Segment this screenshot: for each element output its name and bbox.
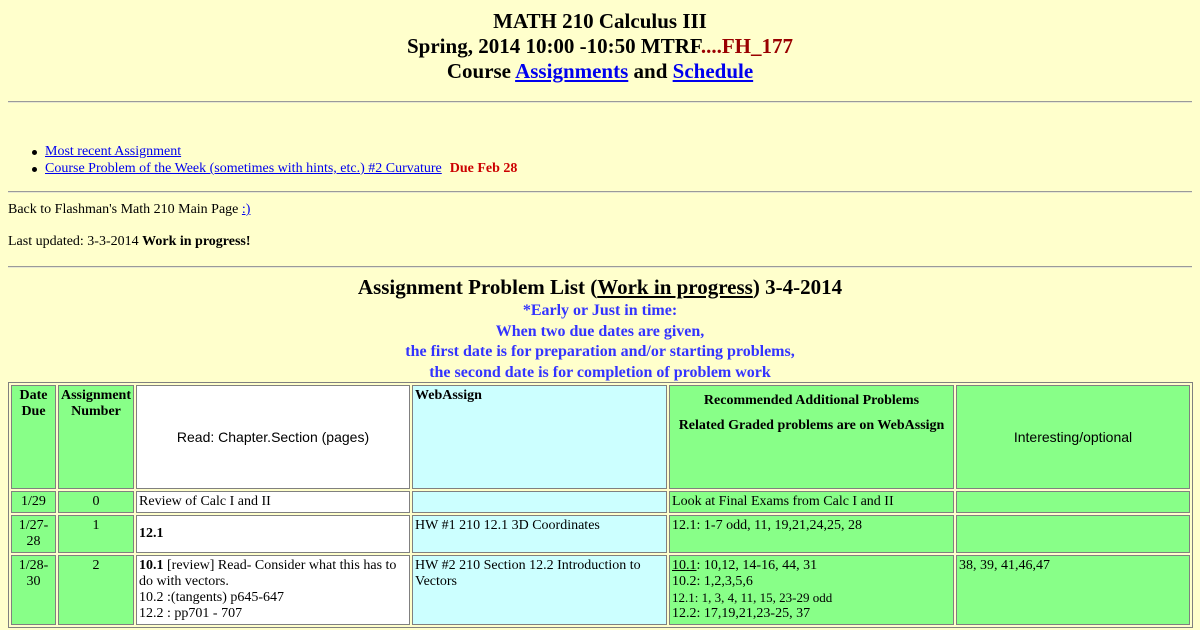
cell-webassign bbox=[412, 491, 667, 513]
list-item bbox=[45, 143, 517, 160]
cell-recommended bbox=[669, 555, 954, 625]
room-text: ....FH_177 bbox=[700, 34, 793, 58]
table-row bbox=[11, 515, 1190, 553]
note-line: When two due dates are given, bbox=[495, 322, 705, 340]
note-line: the second date is for completion of problem work bbox=[429, 363, 771, 381]
cell-number: 1 bbox=[58, 515, 134, 553]
course-links-line bbox=[0, 59, 1200, 84]
updated-text: Last updated: 3-3-2014 bbox=[8, 234, 143, 249]
header-interesting: Interesting/optional bbox=[956, 385, 1190, 489]
cell-recommended: 12.1: 1-7 odd, 11, 19,21,24,25, 28 bbox=[669, 515, 954, 553]
header-rec-line: Recommended Additional Problems bbox=[703, 393, 920, 408]
course-title: MATH 210 Calculus III bbox=[493, 9, 707, 33]
header-assignment-number bbox=[58, 385, 134, 489]
main-page-link[interactable]: :) bbox=[241, 202, 251, 217]
list-title-suffix: ) 3-4-2014 bbox=[752, 275, 843, 299]
read-section-bold: 10.1 bbox=[139, 558, 164, 573]
divider bbox=[8, 191, 1192, 193]
problem-of-week-link[interactable]: Course Problem of the Week (sometimes with hints, etc.) #2 Curvature bbox=[45, 161, 442, 176]
divider bbox=[8, 266, 1192, 268]
cell-read: 12.1 bbox=[136, 515, 410, 553]
header-date-line: Date bbox=[19, 388, 48, 403]
back-line bbox=[8, 202, 250, 218]
cell-read: Review of Calc I and II bbox=[136, 491, 410, 513]
cell-number: 0 bbox=[58, 491, 134, 513]
due-date-notes bbox=[0, 301, 1200, 383]
cell-read bbox=[136, 555, 410, 625]
header-rec-line: Related Graded problems are on WebAssign bbox=[678, 418, 945, 433]
section-link[interactable]: 10.1 bbox=[672, 558, 697, 573]
list-item bbox=[45, 160, 517, 177]
table-row bbox=[11, 491, 1190, 513]
course-label: Course bbox=[446, 59, 516, 83]
list-title bbox=[0, 275, 1200, 300]
list-title-prefix: Assignment Problem List ( bbox=[357, 275, 598, 299]
term-time bbox=[0, 34, 1200, 59]
header-webassign: WebAssign bbox=[412, 385, 667, 489]
rec-line: 12.2: 17,19,21,23-25, 37 bbox=[672, 606, 811, 621]
read-line: 10.2 :(tangents) p645-647 bbox=[139, 590, 285, 605]
list-title-wip: Work in progress bbox=[597, 275, 753, 299]
rec-line bbox=[672, 558, 951, 574]
assignments-link[interactable]: Assignments bbox=[515, 59, 629, 83]
quick-links bbox=[45, 143, 517, 177]
cell-date: 1/28-30 bbox=[11, 555, 56, 625]
cell-date: 1/29 bbox=[11, 491, 56, 513]
cell-interesting: 38, 39, 41,46,47 bbox=[956, 555, 1190, 625]
divider bbox=[8, 101, 1192, 103]
work-in-progress-text: Work in progress! bbox=[142, 234, 251, 249]
last-updated bbox=[8, 234, 251, 250]
term-time-text: Spring, 2014 10:00 -10:50 MTRF bbox=[407, 34, 701, 58]
cell-webassign: HW #1 210 12.1 3D Coordinates bbox=[412, 515, 667, 553]
page-header bbox=[0, 0, 1200, 84]
header-date-line: Due bbox=[21, 404, 46, 419]
header-read: Read: Chapter.Section (pages) bbox=[136, 385, 410, 489]
schedule-link[interactable]: Schedule bbox=[672, 59, 754, 83]
cell-recommended: Look at Final Exams from Calc I and II bbox=[669, 491, 954, 513]
table-header-row bbox=[11, 385, 1190, 489]
most-recent-assignment-link[interactable]: Most recent Assignment bbox=[45, 144, 182, 159]
cell-number: 2 bbox=[58, 555, 134, 625]
and-text: and bbox=[628, 59, 673, 83]
cell-date: 1/27-28 bbox=[11, 515, 56, 553]
rec-line: 12.1: 1, 3, 4, 11, 15, 23-29 odd bbox=[672, 590, 833, 605]
rec-text: : 10,12, 14-16, 44, 31 bbox=[696, 558, 818, 573]
header-recommended bbox=[669, 385, 954, 489]
rec-line: 10.2: 1,2,3,5,6 bbox=[672, 574, 753, 589]
back-text: Back to Flashman's Math 210 Main Page bbox=[8, 202, 242, 217]
note-line: *Early or Just in time: bbox=[522, 302, 678, 319]
table-row bbox=[11, 555, 1190, 625]
read-line: 12.2 : pp701 - 707 bbox=[139, 606, 243, 621]
note-line: the first date is for preparation and/or starting problems, bbox=[405, 343, 795, 360]
header-num-line: Assignment bbox=[61, 388, 132, 403]
cell-interesting bbox=[956, 515, 1190, 553]
cell-webassign: HW #2 210 Section 12.2 Introduction to Vectors bbox=[412, 555, 667, 625]
due-date-text: Due Feb 28 bbox=[449, 161, 518, 176]
header-date-due bbox=[11, 385, 56, 489]
assignment-table bbox=[8, 382, 1193, 628]
header-num-line: Number bbox=[71, 404, 121, 419]
read-line: [review] Read- Consider what this has to do with vectors. bbox=[139, 558, 397, 589]
cell-interesting bbox=[956, 491, 1190, 513]
